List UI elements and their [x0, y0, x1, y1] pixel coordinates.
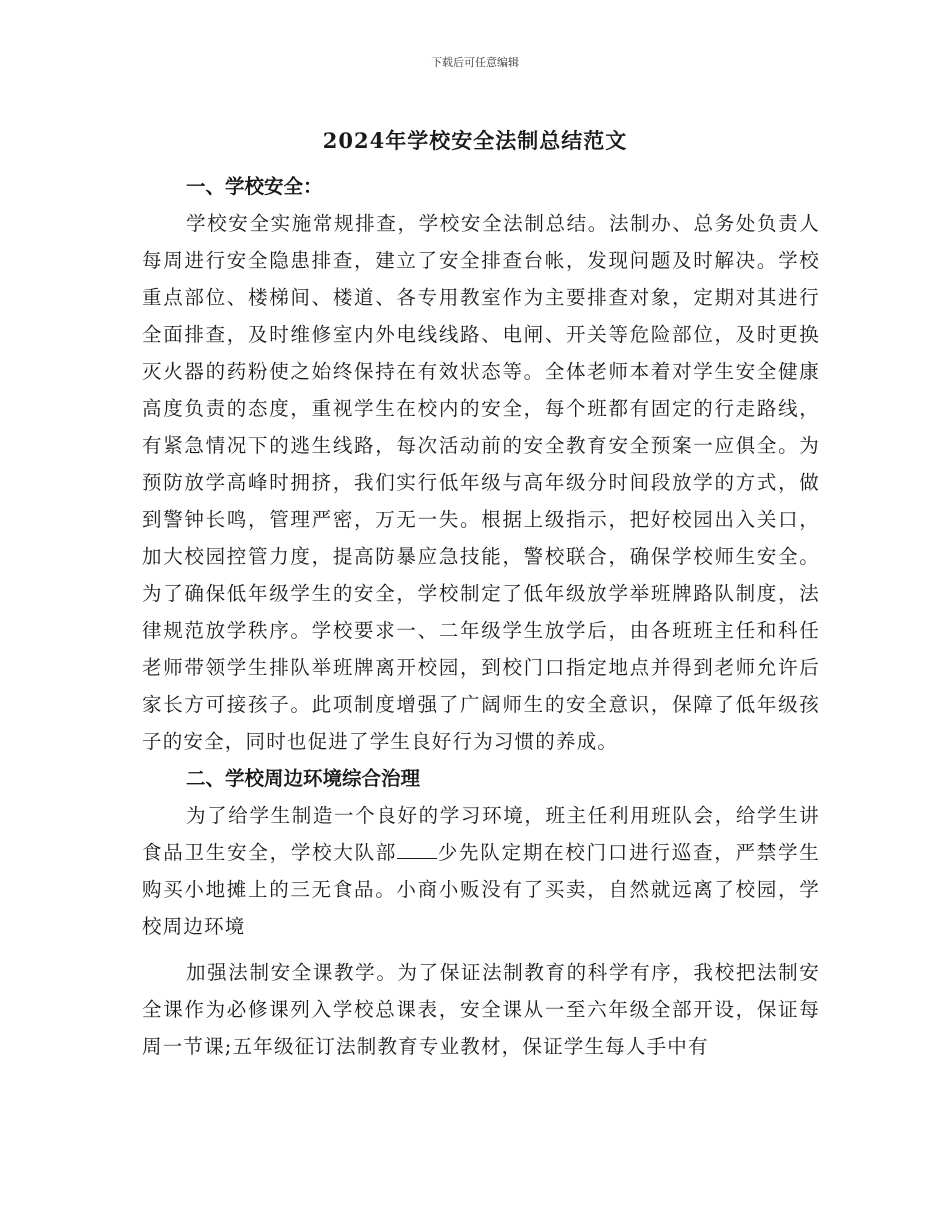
paragraph-surroundings-part1: 为了给学生制造一个良好的学习环境，班主任利用班队会，给学生讲食品卫生安全，学校大队部 [142, 804, 820, 864]
paragraph-surroundings [142, 797, 820, 945]
paragraph-school-safety: 学校安全实施常规排查，学校安全法制总结。法制办、总务处负责人每周进行安全隐患排查，建立了安全排查台帐，发现问题及时解决。学校重点部位、楼梯间、楼道、各专用教室作为主要排查对象，定期对其进行全面排查，及时维修室内外电线线路、电闸、开关等危险部位，及时更换灭火器的药粉使之始终保持在有效状态等。全体老师本着对学生安全健康高度负责的态度，重视学生在校内的安全，每个班都有固定的行走路线，有紧急情况下的逃生线路，每次活动前的安全教育安全预案一应俱全。为预防放学高峰时拥挤，我们实行低年级与高年级分时间段放学的方式，做到警钟长鸣，管理严密，万无一失。根据上级指示，把好校园出入关口，加大校园控管力度，提高防暴应急技能，警校联合，确保学校师生安全。为了确保低年级学生的安全，学校制定了低年级放学举班牌路队制度，法律规范放学秩序。学校要求一、二年级学生放学后，由各班班主任和科任老师带领学生排队举班牌离开校园，到校门口指定地点并得到老师允许后家长方可接孩子。此项制度增强了广阔师生的安全意识，保障了低年级孩子的安全，同时也促进了学生良好行为习惯的养成。 [142, 212, 820, 753]
document-body [142, 168, 820, 1065]
page-header-note: 下载后可任意编辑 [431, 56, 519, 69]
fill-blank-line [397, 840, 437, 859]
document-title: 2024年学校安全法制总结范文 [322, 128, 628, 153]
section-heading-school-safety: 一、学校安全： [186, 175, 323, 198]
section-heading-surroundings: 二、学校周边环境综合治理 [186, 767, 421, 790]
paragraph-legal-class: 加强法制安全课教学。为了保证法制教育的科学有序，我校把法制安全课作为必修课列入学校总课表，安全课从一至六年级全部开设，保证每周一节课;五年级征订法制教育专业教材，保证学生每人手中有 [142, 961, 820, 1058]
paragraph-surroundings-part2: 少先队定期在校门口进行巡查，严禁学生购买小地摊上的三无食品。小商小贩没有了买卖，自然就远离了校园，学校周边环境 [142, 841, 820, 938]
